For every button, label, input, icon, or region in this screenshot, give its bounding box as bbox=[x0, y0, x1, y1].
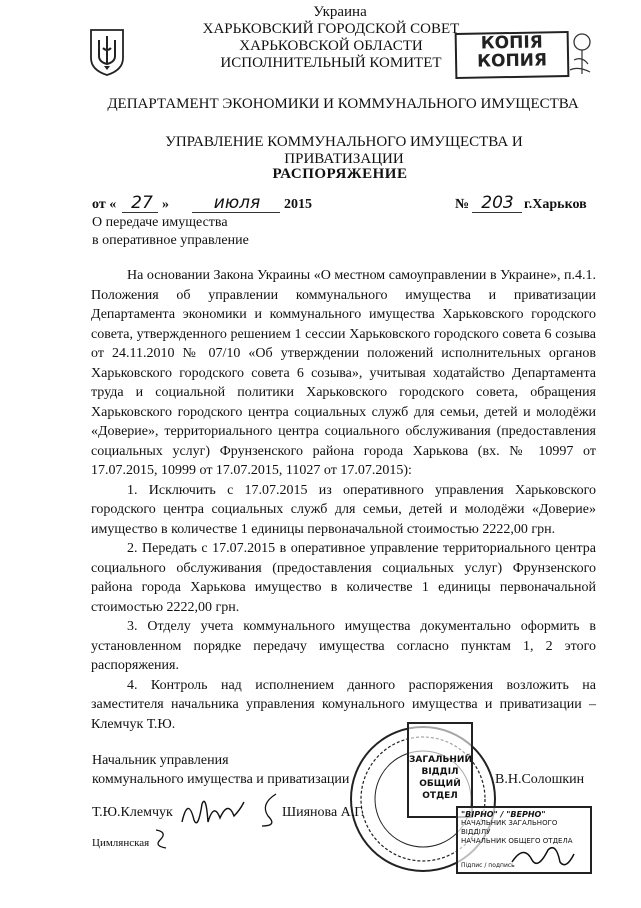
copy-stamp-line2: КОПИЯ bbox=[476, 50, 548, 72]
date-year: 2015 bbox=[284, 197, 312, 212]
signature-scribble-2-icon bbox=[256, 790, 286, 830]
number-underline bbox=[472, 212, 522, 213]
certify-line1: НАЧАЛЬНИК ЗАГАЛЬНОГО ВІДДІЛУ bbox=[461, 819, 558, 836]
copy-stamp bbox=[455, 31, 570, 79]
header-department: ДЕПАРТАМЕНТ ЭКОНОМИКИ И КОММУНАЛЬНОГО ИМУЩЕСТВА bbox=[107, 96, 579, 112]
subject-line2: в оперативное управление bbox=[92, 233, 249, 248]
date-month: июля bbox=[213, 193, 261, 213]
document-number: 203 bbox=[481, 193, 514, 213]
date-close-quote: » bbox=[162, 197, 169, 212]
document-body bbox=[91, 266, 596, 734]
certify-footer: Підпис / подпись bbox=[461, 862, 515, 869]
header-committee: ИСПОЛНИТЕЛЬНЫЙ КОМИТЕТ bbox=[220, 55, 442, 71]
item-2-paragraph: 2. Передать с 17.07.2015 в оперативное управление территориального центра социального обслуживания (предоставления социальных услуг) Фрунзенского района города Харькова имущество в количестве 1 единицы первоначальной стоимостью 2222,00 грн. bbox=[91, 541, 596, 615]
header-region: ХАРЬКОВСКОЙ ОБЛАСТИ bbox=[239, 38, 423, 54]
day-underline bbox=[122, 212, 158, 213]
executor-2: Шиянова А.Г. bbox=[282, 805, 365, 820]
signatory-title-line1: Начальник управления bbox=[92, 753, 229, 768]
month-underline bbox=[192, 212, 280, 213]
date-prefix: от « bbox=[92, 197, 117, 212]
preamble-paragraph: На основании Закона Украины «О местном самоуправлении в Украине», п.4.1. Положения об управлении коммунального имущества и приватизации Департамента экономики и коммунального имущества Харьковского городского совета, утвержденного решением 1 сессии Харьковского городского совета 6 созыва от 24.11.2010 № 07/10 «Об утверждении положений исполнительных органов Харьковского городского совета 6 созыва», учитывая ходатайство Департамента труда и социальной политики Харьковского городского совета, обращения Харьковского городского центра социальных служб для семьи, детей и молодёжи «Доверие», территориального центра социального обслуживания (предоставления социальных услуг) Фрунзенского района города Харькова (вх. № 10997 от 17.07.2015, 10999 от 17.07.2015, 11027 от 17.07.2015): bbox=[91, 268, 596, 478]
city: г.Харьков bbox=[524, 197, 587, 212]
copy-stamp-line1: КОПІЯ bbox=[480, 32, 543, 54]
document-title: РАСПОРЯЖЕНИЕ bbox=[272, 166, 408, 182]
date-day: 27 bbox=[131, 193, 153, 213]
signature-scribble-1-icon bbox=[178, 792, 248, 832]
header-country: Украина bbox=[313, 4, 367, 20]
signature-scribble-4-icon bbox=[508, 840, 578, 874]
item-4-paragraph: 4. Контроль над исполнением данного распоряжения возложить на заместителя начальника управления комунального имущества и приватизации – Клемчук Т.Ю. bbox=[91, 677, 596, 732]
number-prefix: № bbox=[455, 197, 470, 212]
general-department-stamp bbox=[407, 722, 473, 818]
item-1-paragraph: 1. Исключить с 17.07.2015 из оперативного управления Харьковского городского центра социальных служб для семьи, детей и молодёжи «Доверие» имущество в количестве 1 единицы первоначальной стоимостью 2222,00 грн. bbox=[91, 482, 596, 537]
executor-1: Т.Ю.Клемчук bbox=[92, 805, 173, 820]
certify-line2: НАЧАЛЬНИК ОБЩЕГО ОТДЕЛА bbox=[461, 837, 573, 845]
header-office: УПРАВЛЕНИЕ КОММУНАЛЬНОГО ИМУЩЕСТВА И ПРИВАТИЗАЦИИ bbox=[165, 134, 523, 167]
signatory-title-line2: коммунального имущества и приватизации bbox=[92, 772, 350, 787]
signature-scribble-3-icon bbox=[150, 826, 172, 852]
flower-stamp-icon bbox=[562, 30, 596, 76]
item-3-paragraph: 3. Отделу учета коммунального имущества документально оформить в установленном порядке передачу имущества согласно пунктам 1, 2 этого распоряжения. bbox=[91, 619, 596, 673]
general-department-stamp-text: ЗАГАЛЬНИЙ ВІДДІЛ ОБЩИЙ ОТДЕЛ bbox=[409, 755, 472, 801]
subject bbox=[92, 214, 249, 250]
header-council: ХАРЬКОВСКИЙ ГОРОДСКОЙ СОВЕТ bbox=[202, 21, 460, 37]
certify-title: "ВІРНО" / "ВЕРНО" bbox=[461, 810, 546, 819]
signatory-name: В.Н.Солошкин bbox=[495, 772, 585, 787]
subject-line1: О передаче имущества bbox=[92, 215, 228, 230]
executor-3: Цимлянская bbox=[92, 837, 150, 849]
